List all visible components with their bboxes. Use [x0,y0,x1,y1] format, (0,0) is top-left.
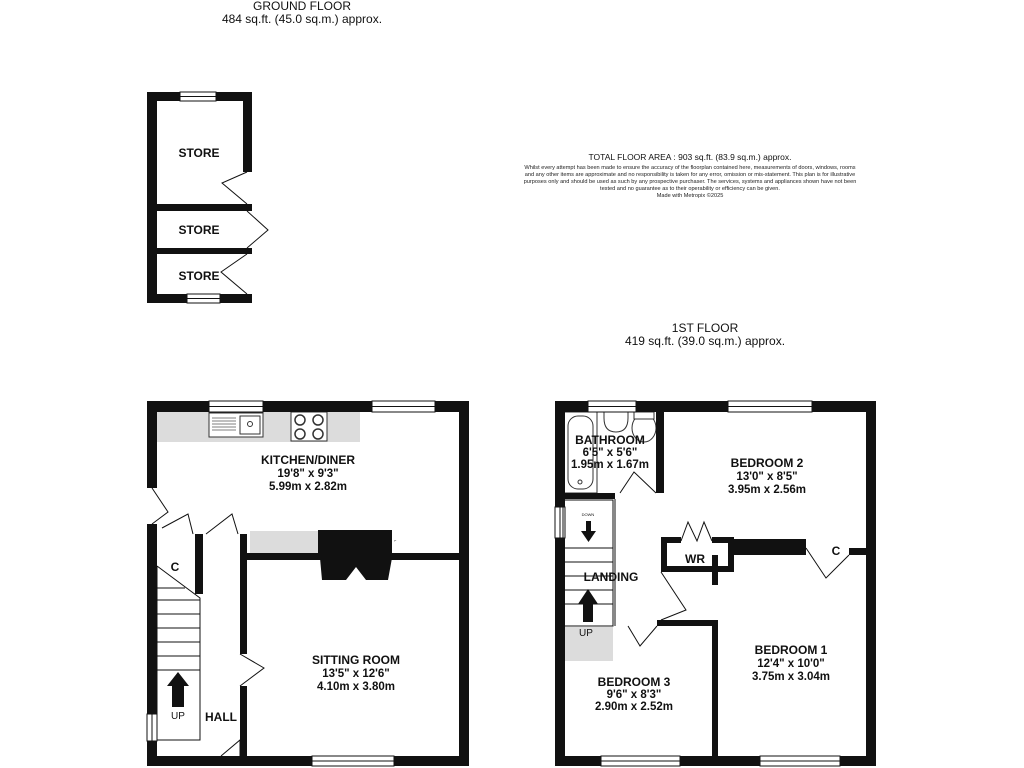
first-floor-title: 1ST FLOOR [671,321,739,335]
ground-cupboard-label: C [170,560,180,574]
first-up-arrow-icon [578,589,598,622]
store-label-2: STORE [178,223,220,237]
ground-floor-plan [147,401,469,766]
kitchen-name: KITCHEN/DINER [260,453,356,467]
store-label-3: STORE [178,269,220,283]
bedroom3-imperial: 9'6" x 8'3" [606,689,662,701]
ground-up-label: UP [171,711,185,722]
hall-label: HALL [205,710,237,724]
landing-label: LANDING [583,570,639,584]
first-cupboard-label: C [831,544,841,558]
bedroom1-name: BEDROOM 1 [754,643,828,657]
bathroom-imperial: 6'5" x 5'6" [582,447,638,459]
bedroom2-name: BEDROOM 2 [730,456,804,470]
basin-icon [604,412,628,432]
sitting-room-name: SITTING ROOM [312,653,400,667]
bedroom2-metric: 3.95m x 2.56m [727,484,807,496]
sitting-room-metric: 4.10m x 3.80m [316,681,396,693]
disclaimer-text: Whilst every attempt has been made to ensure the accuracy of the floorplan contained here, measurements of doors, windows, rooms and any other items are approximate and no responsibility is taken for any error, omission or mis-statement. This plan is for illustrative purposes only and should be used as such by any prospective purchaser. The services, systems and appliances shown have not been tested and no guarantee as to their operability or efficiency can be given. [523,165,857,192]
bedroom1-imperial: 12'4" x 10'0" [757,658,825,670]
first-floor-area: 419 sq.ft. (39.0 sq.m.) approx. [624,334,786,348]
flue-mark: ⌐ [394,538,397,543]
bedroom3-name: BEDROOM 3 [597,675,671,689]
bedroom2-imperial: 13'0" x 8'5" [736,471,798,483]
first-floor-plan [555,401,876,766]
down-label: DOWN [581,512,595,517]
kitchen-metric: 5.99m x 2.82m [268,481,348,493]
up-arrow-icon [167,672,189,707]
wr-label: WR [685,552,705,566]
bedroom3-metric: 2.90m x 2.52m [594,701,674,713]
bathroom-metric: 1.95m x 1.67m [570,459,650,471]
stores-block [147,92,268,303]
sitting-room-imperial: 13'5" x 12'6" [322,668,390,680]
store-label-1: STORE [178,146,220,160]
ground-floor-title: GROUND FLOOR [252,0,351,13]
bedroom1-metric: 3.75m x 3.04m [751,671,831,683]
kitchen-imperial: 19'8" x 9'3" [277,468,339,480]
first-up-label: UP [579,628,593,639]
chimney-breast [318,530,392,554]
bathroom-name: BATHROOM [575,433,645,447]
made-with-credit: Made with Metropix ©2025 [656,193,724,199]
total-floor-area: TOTAL FLOOR AREA : 903 sq.ft. (83.9 sq.m.) approx. [588,152,792,162]
ground-floor-area: 484 sq.ft. (45.0 sq.m.) approx. [221,12,383,26]
down-arrow-icon [581,521,596,542]
